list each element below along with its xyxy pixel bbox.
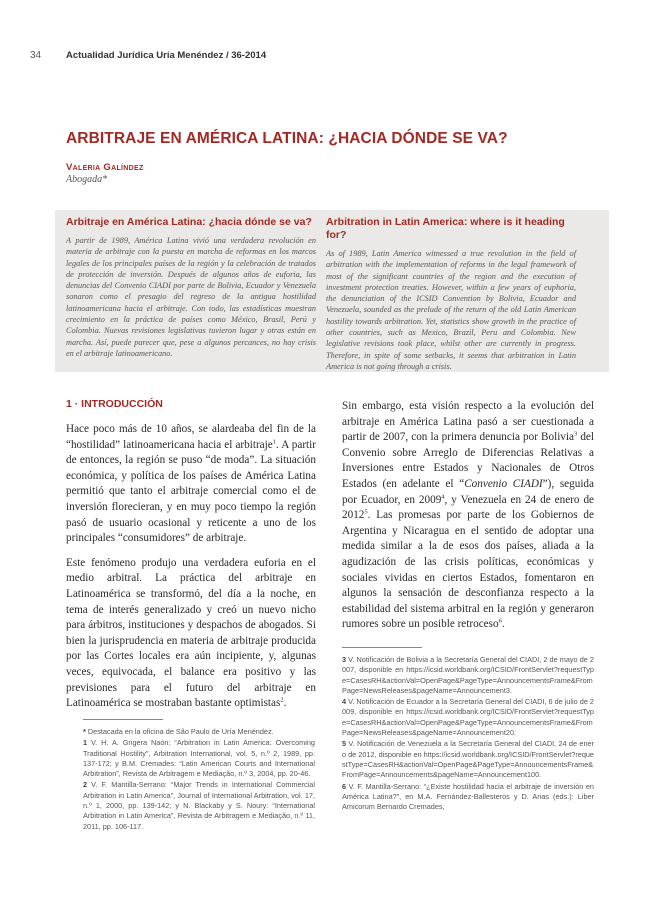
footnote: 6 V. F. Mantilla-Serrano: “¿Existe hostilidad hacia el arbitraje de inversión en América Latina?”, en M.A. Fernández-Ballesteros y D. Arias (eds.): Liber Amicorum Bernardo Cremades, (342, 781, 594, 812)
running-head: Actualidad Jurídica Uría Menéndez / 36-2014 (66, 50, 267, 61)
footnote: 1 V. H. A. Grigera Naón: “Arbitration in Latin America: Overcoming Traditional Hostility”, Arbitration International, vol. 5, n.º 2, 1989, pp. 137-172; y B.M. Cremades: “Latin American Courts and International Arbitration”, Revista de Arbitragem e Mediação, n.º 3, 2004, pp. 20-46. (83, 738, 315, 779)
paragraph-3: Sin embargo, esta visión respecto a la evolución del arbitraje en América Latina pasó a ser cuestionada a partir de 2007, con la primera denuncia por Bolivia$^3$ del Convenio sobre Arreglo de Diferencias Relativas a Inversiones entre Estados y Nacionales de Otros Estados (en adelante el “Convenio CIADI”), seguida por Ecuador, en 2009$^4$, y Venezuela en 24 de enero de 2012$^5$. Las promesas por parte de los Gobiernos de Argentina y Nicaragua en el sentido de adoptar una medida similar a la de esos dos países, aliada a la agudización de las crisis políticas, económicas y sociales vividas en ciertos Estados, fomentaron en algunos la sensación de desconfianza respecto a la estabilidad del sistema arbitral en la región y generaron rumores sobre un posible retroceso$^6$. (342, 400, 595, 631)
abstract-en (326, 216, 576, 372)
abstract-en-title: Arbitration in Latin America: where is it heading for? (326, 216, 565, 241)
footnote-rule-left (83, 719, 163, 720)
page-number: 34 (30, 50, 42, 61)
paragraph-2: Este fenómeno produjo una verdadera euforia en el medio arbitral. La práctica del arbitraje en Latinoamérica se transformó, del día a la noche, en tema de interés generalizado y creó un nuevo nicho para árbitros, instituciones y despachos de abogados. Si bien la jurisprudencia en materia de arbitraje producida por las Cortes locales era aún incipiente, y, algunas veces, equivocada, el balance era positivo y las previsiones para el futuro del arbitraje en Latinoamérica se mostraban bastante optimistas$^2$. (66, 556, 316, 710)
abstract-en-text: As of 1989, Latin America witnessed a true revolution in the field of arbitration with the implementation of reforms in the legal framework of most of the significant countries of the region and the execution of investment protection treaties. However, within a few years of euphoria, the denunciation of the ICSID Convention by Bolivia, Ecuador and Venezuela, sounded as the prelude of the return of the old Latin American hostility towards arbitration. Yet, statistics show growth in the practice of other countries, such as Mexico, Brazil, Peru and Colombia. New legislative revisions took place, whilst other are currently in progress. Therefore, in spite of some setbacks, it seems that arbitration in Latin America is not going through a crisis. (326, 249, 576, 371)
author-role: Abogada* (66, 174, 108, 185)
footnote: * Destacada en la oficina de São Paulo de Uría Menéndez. (83, 727, 274, 736)
footnote-rule-right (342, 647, 422, 648)
body-column-right (342, 399, 594, 642)
abstract-es-title: Arbitraje en América Latina: ¿hacia dónde se va? (66, 216, 312, 228)
article-title: ARBITRAJE EN AMÉRICA LATINA: ¿HACIA DÓNDE SE VA? (66, 130, 508, 147)
paragraph-1: Hace poco más de 10 años, se alardeaba del fin de la “hostilidad” latinoamericana hacia el arbitraje$^1$. A partir de entonces, la región se puso “de moda”. La situación económica, y política de los países de América Latina permitió que tanto el arbitraje comercial como el de inversión florecieran, y en muy poco tiempo la región pasó de usuario ocasional y reticente a uno de los principales “consumidores” de arbitraje. (66, 423, 316, 545)
abstract-es-text: A partir de 1989, América Latina vivió una verdadera revolución en materia de arbitraje con la puesta en marcha de reformas en los marcos legales de los principales países de la región y la celebración de tratados de protección de inversión. Después de algunos años de euforia, las denuncias del Convenio CIADI por parte de Bolivia, Ecuador y Venezuela sonaron como el presagio del regreso de la antigua hostilidad latinoamericana hacia el arbitraje. Con todo, las estadísticas muestran crecimiento en la práctica de países como México, Brasil, Perú y Colombia. Nuevas revisiones legislativas tuvieron lugar y otras están en marcha. Así, puede parecer que, pese a algunos percances, no hay crisis en el arbitraje latinoamericano. (66, 236, 316, 358)
footnote: 5 V. Notificación de Venezuela a la Secretaría General del CIADI, 24 de enero de 2012, disponible en https://icsid.worldbank.org/ICSID/FrontServlet?requestType=CasesRH&actionVal=OpenPage&PageType=AnnouncementsFrame&FromPage=Announcements&pageName=Announcement100. (342, 739, 594, 780)
footnote: 4 V. Notificación de Ecuador a la Secretaría General del CIADI, 6 de julio de 2009, disponible en https://icsid.worldbank.org/ICSID/FrontServlet?requestType=CasesRH&actionVal=OpenPage&PageType=AnnouncementsFrame&FromPage=NewsReleases&pageName=Announcement20. (342, 697, 594, 738)
section-heading: 1 · INTRODUCCIÓN (66, 398, 163, 410)
footnotes-left (83, 727, 315, 833)
body-column-left (66, 422, 316, 721)
abstract-es (66, 216, 316, 359)
author-name: Valeria Galíndez (66, 162, 144, 173)
footnotes-right (342, 655, 594, 813)
footnote: 3 V. Notificación de Bolivia a la Secretaría General del CIADI, 2 de mayo de 2007, disponible en https://icsid.worldbank.org/ICSID/FrontServlet?requestType=CasesRH&actionVal=OpenPage&PageType=AnnouncementsFrame&FromPage=NewsReleases&pageName=Announcement3. (342, 655, 594, 695)
footnote: 2 V. F. Mantilla-Serrano: “Major Trends in International Commercial Arbitration in Latin America”, Journal of International Arbitration, vol. 17, n.º 1, 2000, pp. 139-142; y N. Blackaby y S. Noury: “International Arbitration in Latin America”, Revista de Arbitragem e Mediação, n.º 11, 2011, pp. 106-117. (83, 780, 315, 831)
